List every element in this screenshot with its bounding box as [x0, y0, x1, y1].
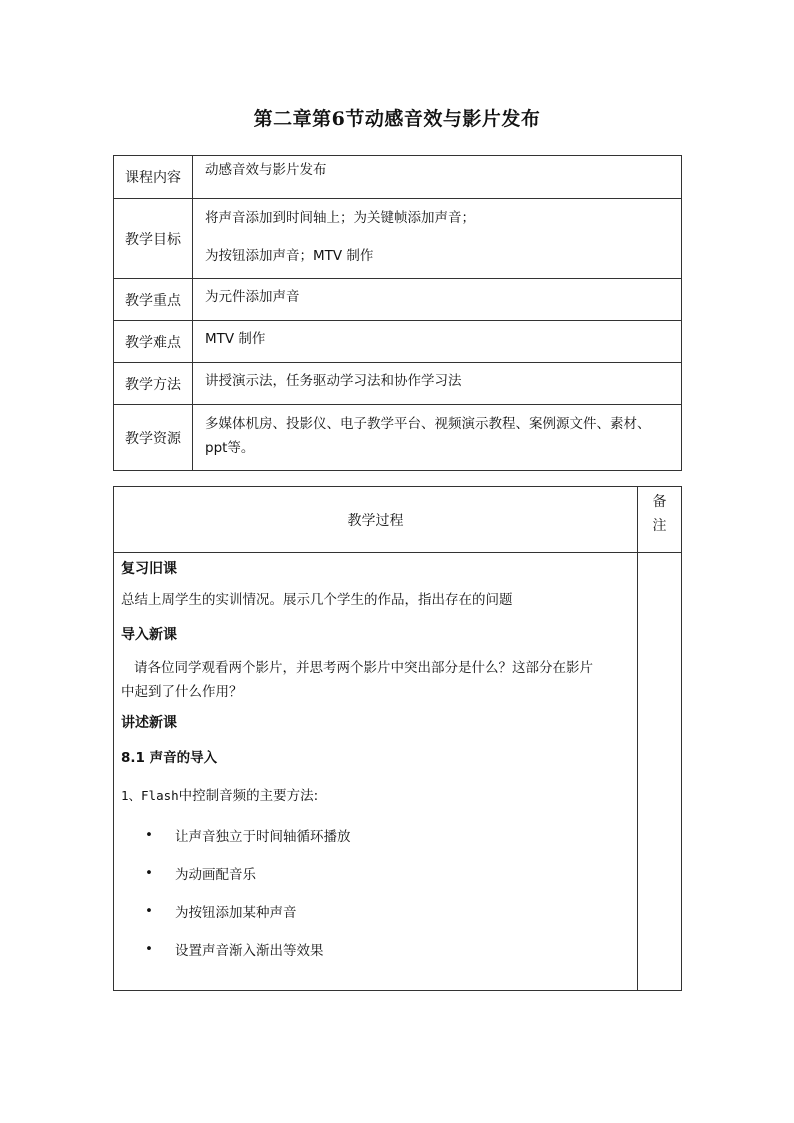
process-content	[114, 553, 638, 991]
bullet-icon: •	[145, 827, 153, 843]
row-value	[193, 321, 682, 363]
value-line: 为元件添加声音	[205, 288, 300, 305]
value-line: 多媒体机房、投影仪、电子教学平台、视频演示教程、案例源文件、素材、	[205, 415, 651, 432]
row-value	[193, 156, 682, 199]
notes-header	[638, 487, 682, 553]
table-row	[114, 487, 682, 553]
list-item-text: 让声音独立于时间轴循环播放	[175, 829, 351, 845]
row-label: 教学难点	[114, 321, 193, 363]
row-value	[193, 199, 682, 279]
list-item-text: 为按钮添加某种声音	[175, 905, 297, 921]
value-line: ppt等。	[205, 439, 255, 456]
row-label: 课程内容	[114, 156, 193, 199]
value-line: 动感音效与影片发布	[205, 162, 327, 178]
bullet-icon: •	[145, 903, 153, 919]
table-row	[114, 279, 682, 321]
list-item-text: 为动画配音乐	[175, 867, 256, 883]
row-label: 教学资源	[114, 405, 193, 471]
methods-prefix: 1、Flash	[121, 788, 179, 803]
table-row	[114, 363, 682, 405]
row-label: 教学重点	[114, 279, 193, 321]
table-row	[114, 405, 682, 471]
methods-suffix: 中控制音频的主要方法:	[178, 788, 319, 804]
row-value	[193, 363, 682, 405]
intro-text-line: 请各位同学观看两个影片，并思考两个影片中突出部分是什么？这部分在影片	[134, 660, 593, 676]
process-header: 教学过程	[114, 487, 638, 553]
table-row	[114, 199, 682, 279]
section-heading: 8.1 声音的导入	[121, 750, 218, 766]
bullet-icon: •	[145, 941, 153, 957]
list-item	[121, 854, 629, 892]
row-value	[193, 405, 682, 471]
value-line: 将声音添加到时间轴上；为关键帧添加声音；	[205, 209, 475, 226]
intro-heading: 导入新课	[121, 627, 177, 643]
notes-header-char: 备	[652, 493, 667, 510]
page-title: 第二章第6节动感音效与影片发布	[253, 108, 541, 130]
list-item	[121, 816, 629, 854]
new-lesson-heading: 讲述新课	[121, 715, 177, 731]
list-item	[121, 930, 629, 968]
notes-header-char: 注	[652, 517, 667, 534]
review-text: 总结上周学生的实训情况。展示几个学生的作品，指出存在的问题	[121, 592, 513, 608]
row-value	[193, 279, 682, 321]
value-line: 为按钮添加声音；MTV 制作	[205, 247, 374, 264]
value-line: MTV 制作	[205, 330, 266, 347]
review-heading: 复习旧课	[121, 561, 177, 577]
teaching-process-table	[113, 486, 682, 991]
notes-cell	[638, 553, 682, 991]
methods-line	[121, 778, 629, 816]
lesson-info-table	[113, 155, 682, 471]
list-item	[121, 892, 629, 930]
list-item-text: 设置声音渐入渐出等效果	[175, 943, 324, 959]
value-line: 讲授演示法，任务驱动学习法和协作学习法	[205, 372, 462, 389]
intro-text	[121, 656, 629, 706]
bullet-icon: •	[145, 865, 153, 881]
table-row	[114, 156, 682, 199]
row-label: 教学方法	[114, 363, 193, 405]
row-label: 教学目标	[114, 199, 193, 279]
table-row	[114, 553, 682, 991]
table-row	[114, 321, 682, 363]
intro-text-line: 中起到了什么作用？	[121, 684, 243, 700]
